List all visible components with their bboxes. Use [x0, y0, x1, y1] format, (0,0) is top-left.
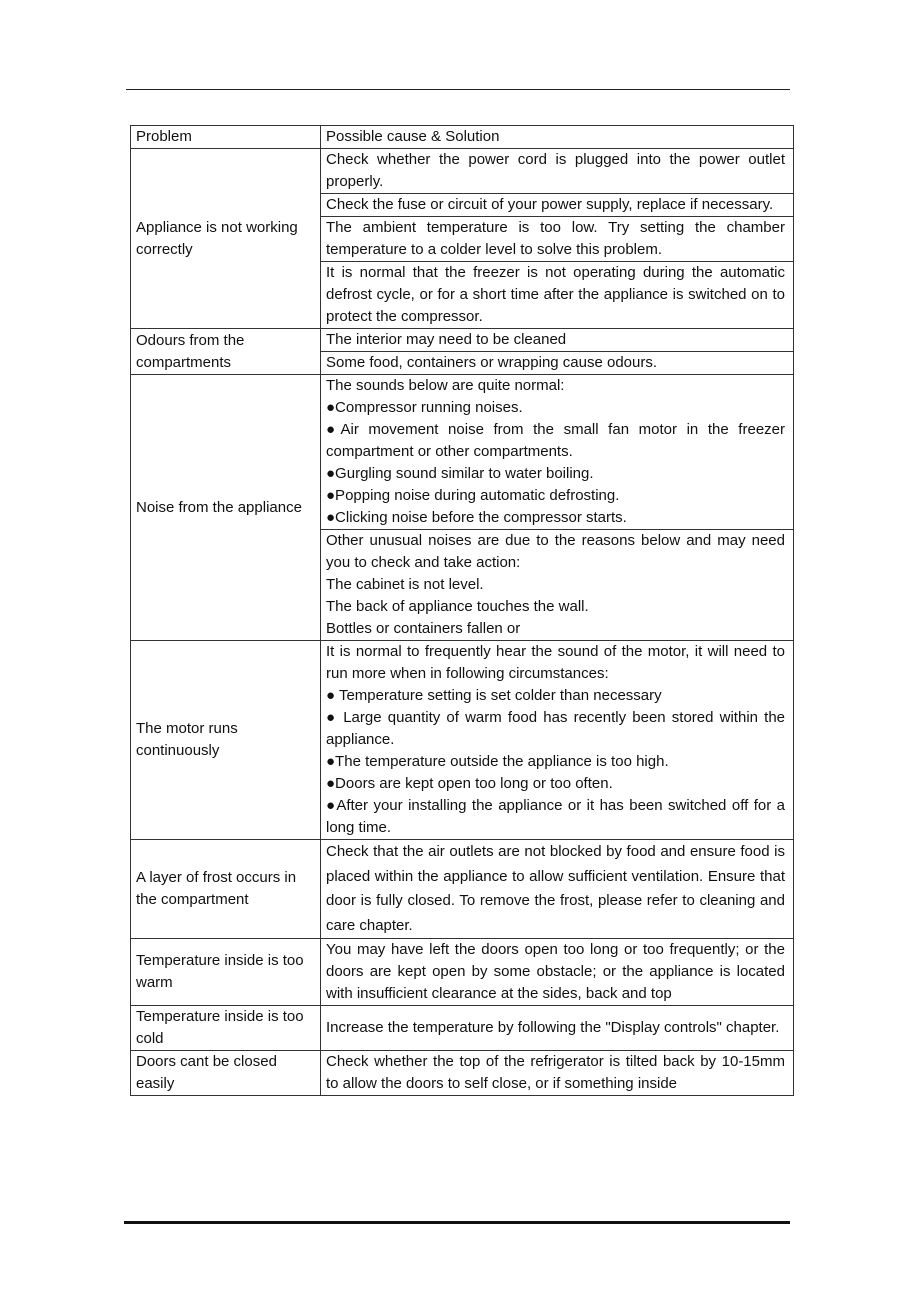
table-row: [131, 1006, 794, 1051]
header-solution: Possible cause & Solution: [321, 126, 794, 149]
table-header-row: [131, 126, 794, 149]
solution-text: It is normal to frequently hear the sound of the motor, it will need to run more when in following circumstances:: [326, 643, 785, 682]
table-row: [131, 149, 794, 194]
solution-cell: [321, 939, 794, 1006]
solution-text: Bottles or containers fallen or: [326, 620, 521, 637]
footer-rule: [124, 1221, 790, 1224]
solution-text: The cabinet is not level.: [326, 576, 484, 593]
solution-text: The interior may need to be cleaned: [326, 331, 567, 348]
solution-cell: [321, 262, 794, 329]
solution-text: ●The temperature outside the appliance is too high.: [326, 753, 669, 770]
problem-cell: Noise from the appliance: [131, 375, 321, 641]
solution-cell: [321, 217, 794, 262]
solution-text: Other unusual noises are due to the reasons below and may need you to check and take action:: [326, 532, 785, 571]
solution-text: ●Clicking noise before the compressor starts.: [326, 509, 627, 526]
table-row: [131, 375, 794, 530]
solution-cell: [321, 1051, 794, 1096]
table-row: [131, 641, 794, 840]
table-row: [131, 1051, 794, 1096]
problem-cell: The motor runs continuously: [131, 641, 321, 840]
solution-text: Check the fuse or circuit of your power supply, replace if necessary.: [326, 196, 774, 213]
problem-cell: Temperature inside is too cold: [131, 1006, 321, 1051]
solution-text: You may have left the doors open too long or too frequently; or the doors are kept open by some obstacle; or the appliance is located with insufficient clearance at the sides, back and top: [326, 941, 785, 1002]
solution-cell: [321, 1006, 794, 1051]
table-row: [131, 840, 794, 939]
solution-text: Check whether the power cord is plugged into the power outlet properly.: [326, 151, 785, 190]
solution-cell: [321, 352, 794, 375]
solution-text: ●Gurgling sound similar to water boiling.: [326, 465, 594, 482]
solution-cell: [321, 149, 794, 194]
header-problem: Problem: [131, 126, 321, 149]
solution-text: It is normal that the freezer is not operating during the automatic defrost cycle, or for a short time after the appliance is switched on to protect the compressor.: [326, 264, 785, 325]
solution-text: ●Compressor running noises.: [326, 399, 523, 416]
solution-cell: [321, 194, 794, 217]
solution-text: ●After your installing the appliance or it has been switched off for a long time.: [326, 797, 785, 836]
problem-cell: Doors cant be closed easily: [131, 1051, 321, 1096]
solution-text: Some food, containers or wrapping cause odours.: [326, 354, 658, 371]
solution-text: ●Air movement noise from the small fan motor in the freezer compartment or other compartments.: [326, 421, 785, 460]
table-body: [131, 149, 794, 1096]
solution-cell: [321, 375, 794, 530]
table-row: [131, 939, 794, 1006]
solution-text: The sounds below are quite normal:: [326, 377, 565, 394]
problem-cell: Odours from the compartments: [131, 329, 321, 375]
solution-text: The back of appliance touches the wall.: [326, 598, 589, 615]
solution-text: ●Popping noise during automatic defrosting.: [326, 487, 620, 504]
header-rule: [126, 89, 790, 90]
solution-text: ●Doors are kept open too long or too often.: [326, 775, 613, 792]
solution-text: ● Temperature setting is set colder than necessary: [326, 687, 662, 704]
solution-text: The ambient temperature is too low. Try setting the chamber temperature to a colder level to solve this problem.: [326, 219, 785, 258]
solution-cell: [321, 530, 794, 641]
table-row: [131, 329, 794, 352]
solution-text: Check whether the top of the refrigerator is tilted back by 10-15mm to allow the doors to self close, or if something inside: [326, 1053, 785, 1092]
problem-cell: Temperature inside is too warm: [131, 939, 321, 1006]
solution-cell: [321, 329, 794, 352]
problem-cell: A layer of frost occurs in the compartment: [131, 840, 321, 939]
solution-text: ● Large quantity of warm food has recently been stored within the appliance.: [326, 709, 785, 748]
solution-cell: [321, 641, 794, 840]
solution-cell: [321, 840, 794, 939]
troubleshooting-table: [130, 125, 794, 1096]
solution-text: Check that the air outlets are not blocked by food and ensure food is placed within the appliance to allow sufficient ventilation. Ensure that door is fully closed. To remove the frost, please refer to cleaning and care chapter.: [326, 843, 785, 934]
problem-cell: Appliance is not working correctly: [131, 149, 321, 329]
solution-text: Increase the temperature by following the "Display controls" chapter.: [326, 1019, 780, 1036]
